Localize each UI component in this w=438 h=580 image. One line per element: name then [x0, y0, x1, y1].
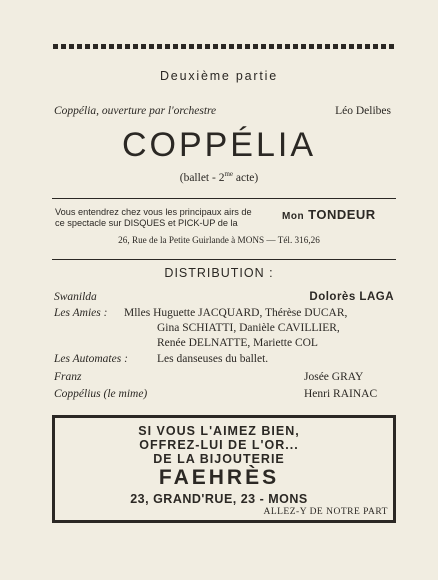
distribution-heading: DISTRIBUTION :	[164, 266, 274, 280]
dashed-rule	[53, 44, 396, 49]
faehres-ad-line3: DE LA BIJOUTERIE	[153, 452, 285, 466]
page-title: COPPÉLIA	[121, 126, 317, 164]
tondeur-shop-name	[282, 207, 376, 222]
tondeur-address: 26, Rue de la Petite Guirlande à MONS — Tél. 316,26	[118, 235, 320, 245]
faehres-ad-line1: SI VOUS L'AIMEZ BIEN,	[138, 424, 300, 438]
faehres-ad-line2: OFFREZ-LUI DE L'OR...	[139, 438, 299, 452]
tondeur-ad-line1: Vous entendrez chez vous les principaux airs de	[55, 207, 252, 217]
subtitle-start: (ballet - 2	[179, 171, 225, 184]
tondeur-shop-prefix: Mon	[282, 211, 305, 222]
role-automates: Les Automates :	[54, 353, 128, 365]
overture-text: ouverture par l'orchestre	[99, 105, 217, 117]
faehres-address: 23, GRAND'RUE, 23 - MONS	[130, 492, 308, 506]
composer: Léo Delibes	[335, 105, 391, 117]
tondeur-shop-label: TONDEUR	[304, 207, 376, 222]
actors-amies-line1: Mlles Huguette JACQUARD, Thérèse DUCAR,	[124, 307, 348, 319]
overture-work: Coppélia,	[54, 105, 100, 117]
subtitle-sup: me	[224, 170, 234, 178]
tondeur-ad-line2: ce spectacle sur DISQUES et PICK-UP de la	[55, 218, 238, 228]
role-coppelius: Coppélius (le mime)	[54, 388, 148, 400]
actor-swanilda: Dolorès LAGA	[309, 291, 394, 303]
actors-amies-line2: Gina SCHIATTI, Danièle CAVILLIER,	[157, 322, 340, 334]
actor-coppelius: Henri RAINAC	[304, 388, 378, 400]
actor-automates: Les danseuses du ballet.	[157, 353, 269, 365]
overture-line	[54, 105, 216, 117]
role-franz: Franz	[54, 371, 82, 383]
part-title: Deuxième partie	[159, 69, 278, 83]
role-swanilda: Swanilda	[54, 291, 97, 303]
actors-amies-line3: Renée DELNATTE, Mariette COL	[157, 337, 318, 349]
role-amies: Les Amies :	[54, 307, 108, 319]
subtitle-end: acte)	[233, 171, 259, 184]
faehres-name: FAEHRÈS	[158, 466, 280, 489]
actor-franz: Josée GRAY	[304, 371, 364, 383]
subtitle	[0, 170, 438, 184]
faehres-tagline: ALLEZ-Y DE NOTRE PART	[263, 507, 388, 517]
